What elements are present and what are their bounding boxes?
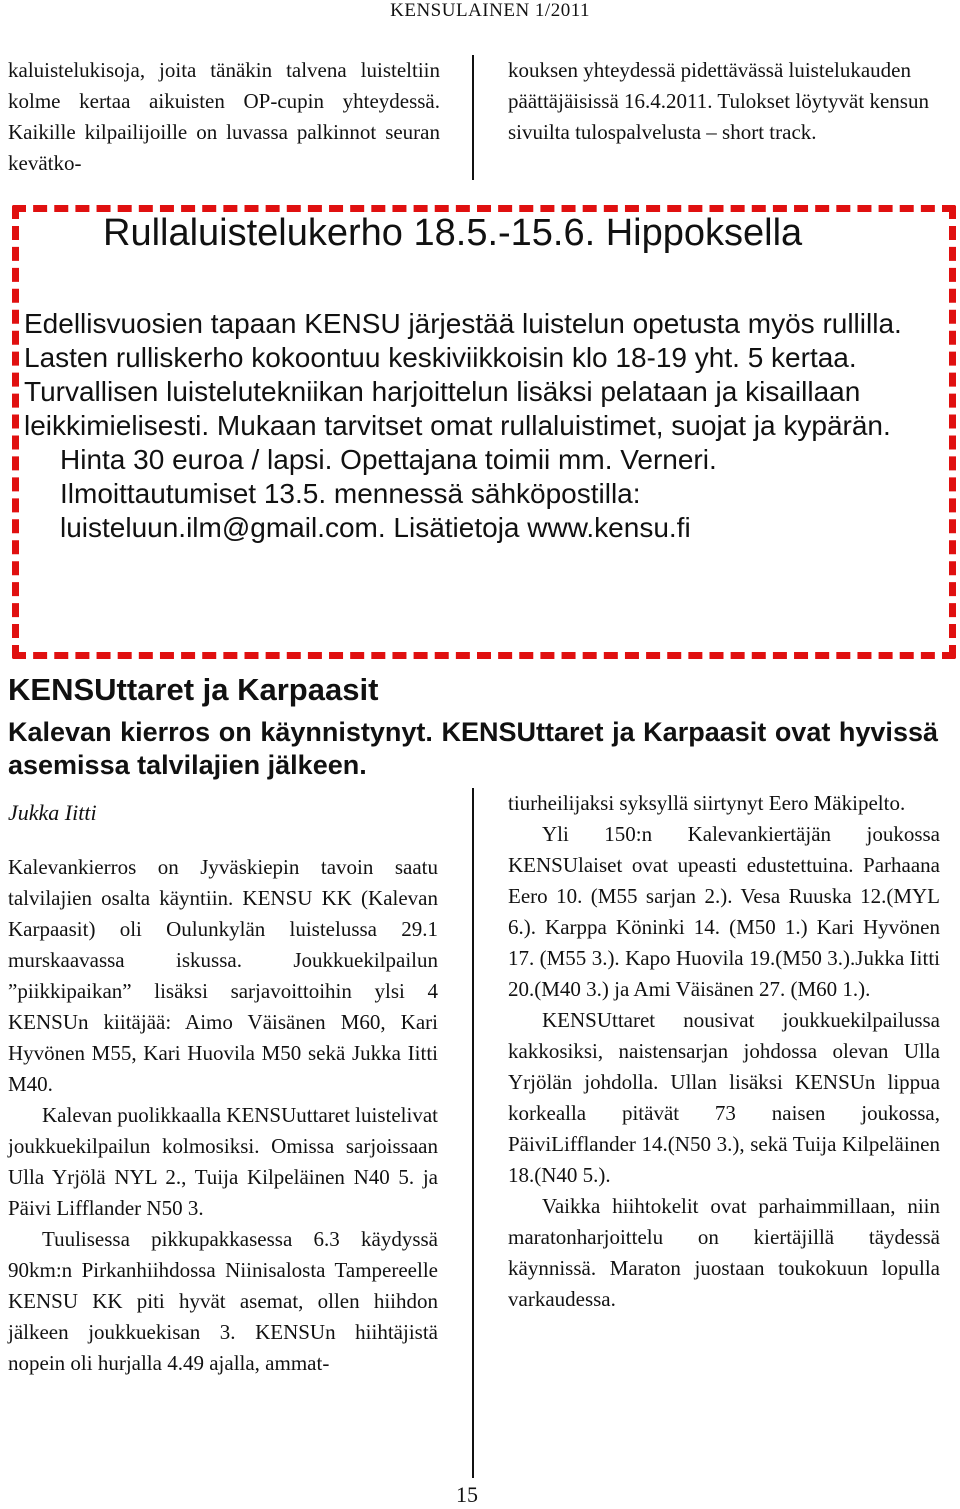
announcement-title: Rullaluistelukerho 18.5.-15.6. Hippoksella [103,212,803,254]
article-paragraph: Yli 150:n Kalevankiertäjän joukossa KENSUlaiset ovat upeasti edustettuina. Parhaana Eero 10. (M55 sarjan 2.). Vesa Ruuska 12.(MYL 6.). Karppa Köninki 14. (M50 1.) Kari Hyvönen 17. (M55 3.). Kapo Huovila 19.(M50 3.).Jukka Iitti 20.(M40 3.) ja Ami Väisänen 27. (M60 1.). [508,822,940,1001]
article-left-column [8,852,438,1379]
column-divider-top [472,55,474,180]
announcement-body [24,307,916,545]
article-paragraph: KENSUttaret nousivat joukkuekilpailussa kakkosiksi, naistensarjan johdossa olevan Ulla Yrjölän johdolla. Ullan lisäksi KENSUn lippua korkealla pitävät 73 naisen joukossa, PäiviLifflander 14.(N50 3.), sekä Tuija Kilpeläinen 18.(N40 5.). [508,1008,940,1187]
article-right-column [508,788,940,1315]
announcement-signup: Ilmoittautumiset 13.5. mennessä sähköpostilla: luisteluun.ilm@gmail.com. Lisätietoja www.kensu.fi [60,478,691,543]
article-paragraph: tiurheilijaksi syksyllä siirtynyt Eero Mäkipelto. [508,791,906,815]
top-right-text [508,55,940,148]
article-lead: Kalevan kierros on käynnistynyt. KENSUttaret ja Karpaasit ovat hyvissä asemissa talvilajien jälkeen. [8,717,938,780]
column-divider-bottom [472,788,474,1478]
top-left-paragraph: kaluistelukisoja, joita tänäkin talvena luisteltiin kolme kertaa aikuisten OP-cupin yhteydessä. Kaikille kilpailijoille on luvassa palkinnot seuran kevätko- [8,58,440,175]
top-left-text [8,55,440,179]
page-header: KENSULAINEN 1/2011 [390,0,590,21]
top-right-paragraph: kouksen yhteydessä pidettävässä luistelukauden päättäjäisissä 16.4.2011. Tulokset löytyvät kensun sivuilta tulospalvelusta – short track. [508,58,929,144]
article-paragraph: Kalevankierros on Jyväskiepin tavoin saatu talvilajien osalta käyntiin. KENSU KK (Kalevan Karpaasit) oli Oulunkylän luistelussa 29.1 murskaavassa iskussa. Joukkuekilpailun ”piikkipaikan” lisäksi sarjavoittoihin ylsi 4 KENSUn kiitäjää: Aimo Väisänen M60, Kari Hyvönen M55, Kari Huovila M50 sekä Jukka Iitti M40. [8,855,438,1096]
article-author: Jukka Iitti [8,800,97,825]
announcement-paragraph: Edellisvuosien tapaan KENSU järjestää luistelun opetusta myös rullilla. Lasten rulliskerho kokoontuu keskiviikkoisin klo 18-19 yht. 5 kertaa. Turvallisen luistelutekniikan harjoittelun lisäksi pelataan ja kisaillaan leikkimielisesti. Mukaan tarvitset omat rullaluistimet, suojat ja kypärän. [24,308,902,441]
article-title: KENSUttaret ja Karpaasit [8,672,379,707]
article-paragraph: Kalevan puolikkaalla KENSUuttaret luistelivat joukkuekilpailun kolmosiksi. Omissa sarjoissaan Ulla Yrjölä NYL 2., Tuija Kilpeläinen N40 5. ja Päivi Lifflander N50 3. [8,1103,438,1220]
page-number: 15 [456,1482,478,1507]
article-paragraph: Vaikka hiihtokelit ovat parhaimmillaan, niin maratonharjoittelu on kiertäjillä täydessä käynnissä. Maraton juostaan toukokuun lopulla varkaudessa. [508,1194,940,1311]
announcement-price: Hinta 30 euroa / lapsi. Opettajana toimii mm. Verneri. [60,444,717,475]
article-paragraph: Tuulisessa pikkupakkasessa 6.3 käydyssä 90km:n Pirkanhiihdossa Niinisalosta Tampereelle KENSU KK piti hyvät asemat, ollen hiihdon jälkeen joukkuekisan 3. KENSUn hiihtäjistä nopein oli hurjalla 4.49 ajalla, ammat- [8,1227,438,1375]
